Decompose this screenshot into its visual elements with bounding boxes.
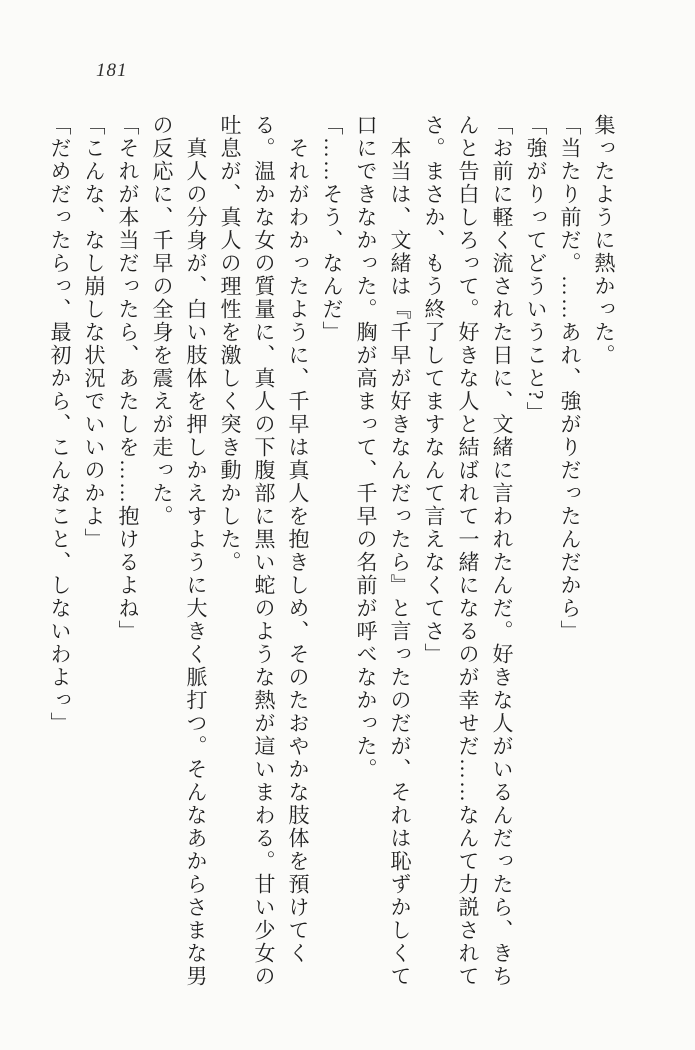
paragraph-dialogue: 「こんな、なし崩しな状況でいいのかよ」 (82, 114, 106, 551)
paragraph-dialogue: 「強がりってどういうこと?」 (524, 114, 548, 425)
paragraph-narration: それがわかったように、千早は真人を抱きしめ、そのたおやかな肢体を預けてくる。温かな女の質量に、真人の下腹部に黒い蛇のような熱が這いまわる。甘い少女の吐息が、真人の理性を激しく突き動かした。 (218, 114, 310, 988)
vertical-text-block (43, 114, 621, 992)
paragraph-narration: 本当は、文緒は『千早が好きなんだったら』と言ったのだが、それは恥ずかしくて口にできなかった。胸が高まって、千早の名前が呼べなかった。 (354, 114, 412, 988)
paragraph-dialogue: 「それが本当だったら、あたしを……抱けるよね」 (116, 114, 140, 643)
paragraph-narration: 真人の分身が、白い肢体を押しかえすように大きく脈打つ。そんなあからさまな男の反応に、千早の全身を震えが走った。 (150, 114, 208, 988)
page-number: 181 (96, 60, 128, 81)
paragraph-dialogue: 「……そう、なんだ」 (320, 114, 344, 344)
paragraph-narration: 集ったように熱かった。 (592, 114, 616, 367)
paragraph-dialogue: 「当たり前だ。……あれ、強がりだったんだから」 (558, 114, 582, 643)
paragraph-dialogue: 「だめだったらっ、最初から、こんなこと、しないわよっ」 (48, 114, 72, 735)
paragraph-dialogue: 「お前に軽く流された日に、文緒に言われたんだ。好きな人がいるんだったら、きちんと告白しろって。好きな人と結ばれて一緒になるのが幸せだ……なんて力説されてさ。まさか、もう終了してますなんて言えなくてさ」 (422, 114, 514, 988)
